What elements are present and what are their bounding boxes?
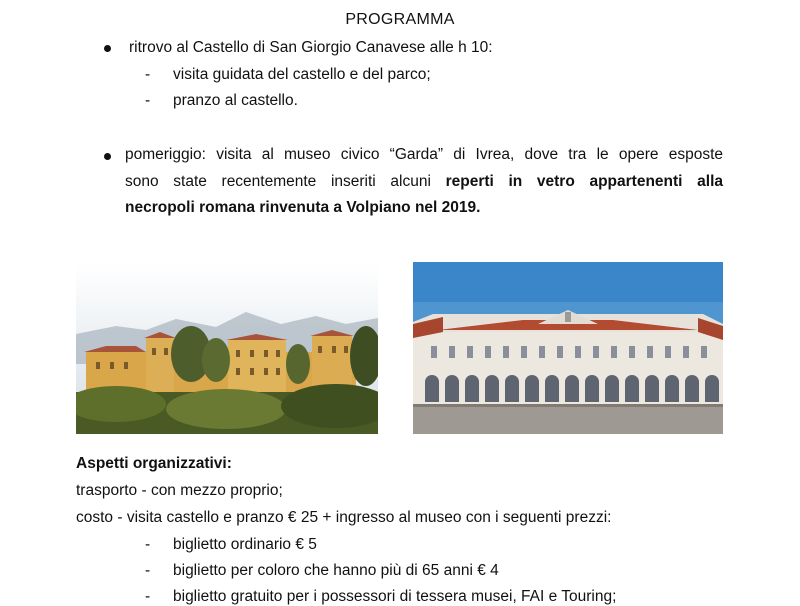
dash-icon: - bbox=[145, 536, 151, 553]
dash-icon: - bbox=[145, 588, 151, 605]
page-title: PROGRAMMA bbox=[345, 11, 455, 28]
dash-icon: - bbox=[145, 92, 151, 109]
bullet-2-bold-b: necropoli romana rinvenuta a Volpiano nel 2019. bbox=[125, 199, 481, 216]
price-item-2: biglietto per coloro che hanno più di 65 anni € 4 bbox=[173, 562, 499, 579]
cost-line: costo - visita castello e pranzo € 25 + ingresso al museo con i seguenti prezzi: bbox=[76, 509, 612, 526]
bullet-2-bold-a: reperti in vetro appartenenti alla bbox=[445, 173, 723, 190]
bullet-icon bbox=[104, 45, 111, 52]
bullet-2-line-2 bbox=[125, 173, 723, 191]
subitem-2: pranzo al castello. bbox=[173, 92, 298, 109]
price-item-3: biglietto gratuito per i possessori di tessera musei, FAI e Touring; bbox=[173, 588, 617, 605]
price-item-1: biglietto ordinario € 5 bbox=[173, 536, 317, 553]
bullet-icon bbox=[104, 153, 111, 160]
bullet-2-line-3 bbox=[125, 199, 723, 217]
bullet-2-plain: sono state recentemente inseriti alcuni bbox=[125, 173, 446, 190]
subitem-1: visita guidata del castello e del parco; bbox=[173, 66, 431, 83]
transport-line: trasporto - con mezzo proprio; bbox=[76, 482, 283, 499]
bullet-2-line-1: pomeriggio: visita al museo civico “Garda” di Ivrea, dove tra le opere esposte bbox=[125, 146, 723, 163]
bullet-1-text: ritrovo al Castello di San Giorgio Canavese alle h 10: bbox=[129, 39, 493, 56]
aspects-heading: Aspetti organizzativi: bbox=[76, 455, 232, 472]
museum-photo bbox=[413, 262, 723, 434]
dash-icon: - bbox=[145, 66, 151, 83]
dash-icon: - bbox=[145, 562, 151, 579]
castle-photo bbox=[76, 264, 378, 434]
